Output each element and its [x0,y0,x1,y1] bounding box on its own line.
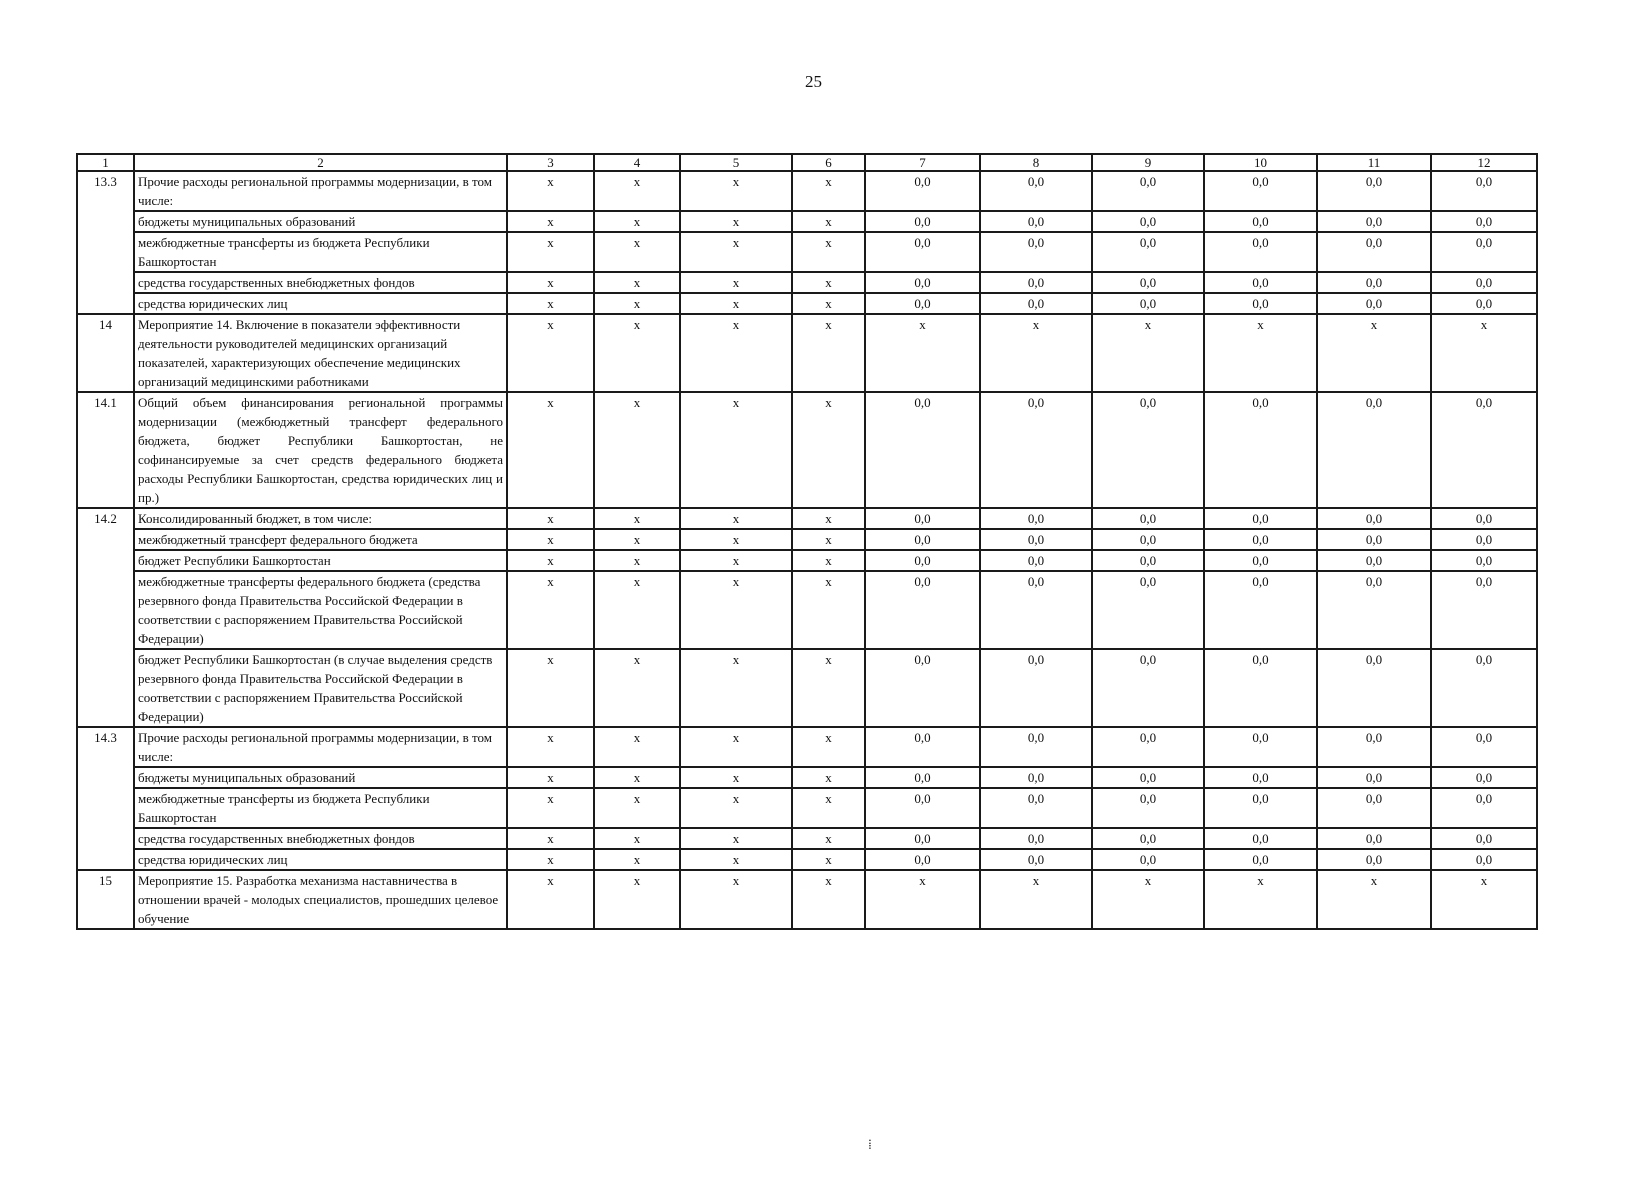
value-cell: 0,0 [1092,828,1204,849]
value-cell: x [507,314,594,392]
value-cell: 0,0 [1431,767,1537,788]
value-cell: x [1317,870,1431,929]
table-row [77,392,1537,508]
value-cell: 0,0 [865,649,980,727]
value-cell: 0,0 [1317,293,1431,314]
value-cell: 0,0 [1092,788,1204,828]
row-description: бюджеты муниципальных образований [134,211,507,232]
table-row [77,211,1537,232]
table-row [77,508,1537,529]
value-cell: 0,0 [865,392,980,508]
value-cell: x [507,849,594,870]
value-cell: 0,0 [1431,272,1537,293]
value-cell: 0,0 [1431,649,1537,727]
value-cell: 0,0 [1431,171,1537,211]
value-cell: 0,0 [1092,550,1204,571]
value-cell: 0,0 [980,171,1092,211]
table-row [77,649,1537,727]
value-cell: x [594,211,680,232]
row-description: Прочие расходы региональной программы модернизации, в том числе: [134,727,507,767]
page-number: 25 [805,72,822,91]
value-cell: x [594,550,680,571]
row-description: межбюджетные трансферты из бюджета Республики Башкортостан [134,788,507,828]
value-cell: x [507,571,594,649]
value-cell: x [1204,870,1317,929]
value-cell: 0,0 [1204,788,1317,828]
column-header: 11 [1317,154,1431,171]
value-cell: x [507,788,594,828]
value-cell: 0,0 [980,849,1092,870]
value-cell: 0,0 [1204,508,1317,529]
value-cell: 0,0 [980,232,1092,272]
value-cell: 0,0 [865,788,980,828]
value-cell: x [594,727,680,767]
value-cell: 0,0 [865,727,980,767]
value-cell: x [792,649,865,727]
value-cell: x [594,272,680,293]
value-cell: 0,0 [1317,529,1431,550]
value-cell: 0,0 [865,849,980,870]
value-cell: 0,0 [1204,767,1317,788]
value-cell: x [792,727,865,767]
column-header: 9 [1092,154,1204,171]
value-cell: 0,0 [1092,727,1204,767]
value-cell: x [507,649,594,727]
value-cell: x [680,314,792,392]
row-description: Прочие расходы региональной программы модернизации, в том числе: [134,171,507,211]
value-cell: 0,0 [1092,849,1204,870]
value-cell: x [594,314,680,392]
value-cell: 0,0 [1431,529,1537,550]
value-cell: x [792,392,865,508]
value-cell: 0,0 [1092,529,1204,550]
value-cell: 0,0 [1317,232,1431,272]
value-cell: x [507,767,594,788]
value-cell: 0,0 [1431,232,1537,272]
value-cell: 0,0 [1204,171,1317,211]
value-cell: 0,0 [1317,272,1431,293]
table-row [77,232,1537,272]
value-cell: 0,0 [1317,571,1431,649]
value-cell: x [507,232,594,272]
value-cell: x [594,508,680,529]
value-cell: x [507,171,594,211]
row-description: бюджеты муниципальных образований [134,767,507,788]
value-cell: 0,0 [1431,828,1537,849]
value-cell: 0,0 [1092,508,1204,529]
value-cell: x [507,211,594,232]
value-cell: 0,0 [865,529,980,550]
value-cell: 0,0 [1317,211,1431,232]
value-cell: 0,0 [1204,550,1317,571]
value-cell: 0,0 [1204,849,1317,870]
value-cell: x [980,870,1092,929]
value-cell: 0,0 [980,392,1092,508]
value-cell: 0,0 [865,232,980,272]
value-cell: x [792,550,865,571]
value-cell: x [1431,870,1537,929]
value-cell: 0,0 [980,550,1092,571]
value-cell: 0,0 [980,828,1092,849]
value-cell: x [594,849,680,870]
row-description: межбюджетный трансферт федерального бюджета [134,529,507,550]
value-cell: 0,0 [1317,767,1431,788]
value-cell: 0,0 [1204,392,1317,508]
value-cell: 0,0 [1204,727,1317,767]
value-cell: 0,0 [1431,392,1537,508]
value-cell: 0,0 [1092,767,1204,788]
value-cell: 0,0 [1204,293,1317,314]
row-description: Консолидированный бюджет, в том числе: [134,508,507,529]
row-description: средства государственных внебюджетных фондов [134,828,507,849]
value-cell: 0,0 [980,571,1092,649]
value-cell: 0,0 [1092,649,1204,727]
value-cell: x [507,293,594,314]
row-number: 14.1 [77,392,134,508]
table-row [77,529,1537,550]
value-cell: x [680,571,792,649]
value-cell: 0,0 [1431,849,1537,870]
value-cell: x [680,849,792,870]
value-cell: 0,0 [1092,571,1204,649]
value-cell: 0,0 [865,211,980,232]
value-cell: x [680,171,792,211]
value-cell: x [594,529,680,550]
table-row [77,293,1537,314]
row-description: бюджет Республики Башкортостан (в случае выделения средств резервного фонда Правительства Российской Федерации в соответствии с распоряжением Правительства Российской Федерации) [134,649,507,727]
table-row [77,727,1537,767]
table-header-row [77,154,1537,171]
row-description: межбюджетные трансферты федерального бюджета (средства резервного фонда Правительства Российской Федерации в соответствии с распоряжением Правительства Российской Федерации) [134,571,507,649]
value-cell: x [680,211,792,232]
value-cell: x [792,211,865,232]
value-cell: x [507,727,594,767]
column-header: 4 [594,154,680,171]
value-cell: 0,0 [1317,649,1431,727]
value-cell: 0,0 [1431,211,1537,232]
column-header: 2 [134,154,507,171]
value-cell: x [680,272,792,293]
value-cell: x [792,232,865,272]
value-cell: 0,0 [1317,828,1431,849]
value-cell: x [792,272,865,293]
value-cell: x [594,649,680,727]
value-cell: x [1204,314,1317,392]
value-cell: x [680,727,792,767]
value-cell: 0,0 [865,171,980,211]
value-cell: x [594,767,680,788]
row-description: Общий объем финансирования региональной программы модернизации (межбюджетный трансферт федерального бюджета, бюджет Республики Башкортостан, не софинансируемые за счет средств федерального бюджета расходы Республики Башкортостан, средства юридических лиц и пр.) [134,392,507,508]
value-cell: x [792,314,865,392]
column-header: 8 [980,154,1092,171]
value-cell: 0,0 [1317,508,1431,529]
value-cell: x [680,550,792,571]
value-cell: x [680,232,792,272]
value-cell: 0,0 [865,767,980,788]
row-number: 14 [77,314,134,392]
value-cell: x [1092,314,1204,392]
value-cell: x [594,788,680,828]
value-cell: 0,0 [1204,571,1317,649]
value-cell: 0,0 [865,272,980,293]
value-cell: 0,0 [1204,232,1317,272]
value-cell: x [507,392,594,508]
value-cell: 0,0 [1431,571,1537,649]
value-cell: 0,0 [1092,232,1204,272]
value-cell: 0,0 [1204,529,1317,550]
column-header: 6 [792,154,865,171]
table-row [77,314,1537,392]
column-header: 12 [1431,154,1537,171]
value-cell: x [792,828,865,849]
budget-table [76,153,1538,930]
value-cell: 0,0 [980,211,1092,232]
value-cell: 0,0 [865,828,980,849]
value-cell: 0,0 [980,788,1092,828]
table-row [77,171,1537,211]
value-cell: x [792,767,865,788]
value-cell: x [792,571,865,649]
value-cell: 0,0 [980,649,1092,727]
row-description: средства государственных внебюджетных фондов [134,272,507,293]
value-cell: x [792,870,865,929]
value-cell: 0,0 [865,508,980,529]
value-cell: x [980,314,1092,392]
column-header: 10 [1204,154,1317,171]
row-description: Мероприятие 14. Включение в показатели эффективности деятельности руководителей медицинских организаций показателей, характеризующих обеспечение медицинских организаций медицинскими работниками [134,314,507,392]
column-header: 1 [77,154,134,171]
value-cell: x [507,272,594,293]
value-cell: 0,0 [1317,727,1431,767]
table-row [77,788,1537,828]
value-cell: x [680,508,792,529]
value-cell: x [1317,314,1431,392]
value-cell: x [507,550,594,571]
value-cell: 0,0 [1431,550,1537,571]
value-cell: 0,0 [1092,211,1204,232]
value-cell: x [680,293,792,314]
value-cell: x [792,508,865,529]
row-description: Мероприятие 15. Разработка механизма наставничества в отношении врачей - молодых специалистов, прошедших целевое обучение [134,870,507,929]
value-cell: 0,0 [865,550,980,571]
value-cell: 0,0 [1431,788,1537,828]
value-cell: x [594,232,680,272]
value-cell: x [680,529,792,550]
value-cell: 0,0 [865,571,980,649]
value-cell: 0,0 [1092,272,1204,293]
value-cell: x [680,767,792,788]
value-cell: 0,0 [1317,849,1431,870]
value-cell: x [594,571,680,649]
table-row [77,550,1537,571]
table-row [77,870,1537,929]
table-row [77,272,1537,293]
value-cell: 0,0 [1431,293,1537,314]
value-cell: x [1092,870,1204,929]
row-description: средства юридических лиц [134,293,507,314]
value-cell: x [594,293,680,314]
value-cell: 0,0 [1317,550,1431,571]
column-header: 5 [680,154,792,171]
table-row [77,849,1537,870]
value-cell: x [680,788,792,828]
value-cell: x [792,293,865,314]
value-cell: 0,0 [1204,649,1317,727]
value-cell: x [507,508,594,529]
value-cell: 0,0 [980,727,1092,767]
value-cell: 0,0 [980,293,1092,314]
table-row [77,828,1537,849]
value-cell: x [680,392,792,508]
value-cell: x [792,788,865,828]
row-description: межбюджетные трансферты из бюджета Республики Башкортостан [134,232,507,272]
value-cell: 0,0 [1431,508,1537,529]
value-cell: x [680,649,792,727]
table-row [77,571,1537,649]
table-body [77,154,1537,929]
column-header: 7 [865,154,980,171]
row-description: средства юридических лиц [134,849,507,870]
value-cell: x [594,870,680,929]
value-cell: 0,0 [1092,392,1204,508]
value-cell: 0,0 [1092,171,1204,211]
value-cell: 0,0 [980,508,1092,529]
value-cell: 0,0 [1317,788,1431,828]
value-cell: 0,0 [1204,828,1317,849]
value-cell: x [507,870,594,929]
value-cell: 0,0 [1431,727,1537,767]
value-cell: 0,0 [980,272,1092,293]
value-cell: x [792,171,865,211]
value-cell: x [594,171,680,211]
row-number: 13.3 [77,171,134,314]
value-cell: x [594,828,680,849]
column-header: 3 [507,154,594,171]
value-cell: x [792,849,865,870]
value-cell: 0,0 [1317,171,1431,211]
table-row [77,767,1537,788]
value-cell: x [1431,314,1537,392]
scan-artifact-mark: ⁞ [868,1138,872,1153]
value-cell: x [680,828,792,849]
value-cell: 0,0 [1317,392,1431,508]
value-cell: x [865,870,980,929]
value-cell: 0,0 [980,529,1092,550]
value-cell: 0,0 [1204,272,1317,293]
value-cell: x [507,828,594,849]
value-cell: x [792,529,865,550]
value-cell: x [594,392,680,508]
value-cell: 0,0 [980,767,1092,788]
value-cell: x [507,529,594,550]
value-cell: 0,0 [1204,211,1317,232]
value-cell: 0,0 [865,293,980,314]
row-number: 15 [77,870,134,929]
value-cell: 0,0 [1092,293,1204,314]
row-number: 14.3 [77,727,134,870]
value-cell: x [680,870,792,929]
value-cell: x [865,314,980,392]
row-number: 14.2 [77,508,134,727]
row-description: бюджет Республики Башкортостан [134,550,507,571]
